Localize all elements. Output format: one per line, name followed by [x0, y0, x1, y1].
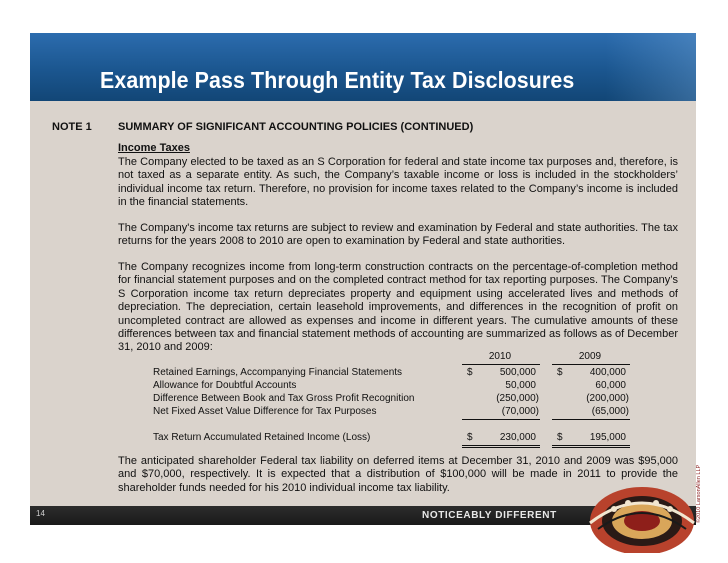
table-total-2009: 195,000 [589, 432, 626, 443]
table-total-2010: 230,000 [499, 432, 536, 443]
currency-symbol: $ [557, 432, 563, 443]
table-value-2010: 50,000 [505, 380, 536, 391]
table-value-2009: (200,000) [586, 393, 629, 404]
slide [30, 33, 702, 525]
note-label: NOTE 1 [52, 121, 92, 133]
header-rule-2010 [462, 364, 540, 365]
subtotal-rule-2010 [462, 419, 540, 420]
table-row-label: Difference Between Book and Tax Gross Profit Recognition [153, 393, 415, 404]
copyright-notice: ©2010 LarsonAllen LLP [696, 464, 702, 523]
currency-symbol: $ [557, 367, 563, 378]
header-rule-2009 [552, 364, 630, 365]
column-header-2009: 2009 [578, 351, 602, 362]
paragraph-examination: The Company's income tax returns are subject to review and examination by Federal and state authorities. The tax returns for the years 2008 to 2010 are open to examination by Federal and state authorities. [118, 222, 678, 248]
table-row-label: Allowance for Doubtful Accounts [153, 380, 297, 391]
total-double-rule-2009 [552, 445, 630, 448]
title-band-shine [606, 33, 696, 101]
column-header-2010: 2010 [488, 351, 512, 362]
table-value-2009: 60,000 [595, 380, 626, 391]
total-double-rule-2010 [462, 445, 540, 448]
currency-symbol: $ [467, 367, 473, 378]
section-subheading: Income Taxes [118, 142, 190, 154]
page-number: 14 [36, 509, 45, 518]
decorative-art-icon [570, 463, 700, 553]
table-value-2010: (70,000) [501, 406, 539, 417]
currency-symbol: $ [467, 432, 473, 443]
slide-title: Example Pass Through Entity Tax Disclosures [100, 67, 575, 93]
table-total-label: Tax Return Accumulated Retained Income (Loss) [153, 432, 371, 443]
table-value-2009: (65,000) [591, 406, 629, 417]
table-row-label: Retained Earnings, Accompanying Financial Statements [153, 367, 403, 378]
footer-tagline: NOTICEABLY DIFFERENT [422, 510, 557, 521]
table-value-2010: 500,000 [499, 367, 536, 378]
paragraph-shareholder-liability: The anticipated shareholder Federal tax liability on deferred items at December 31, 2010 and 2009 was $95,000 and $70,000, respectively. It is expected that a distribution of $100,000 will be made in 2011 to provide the shareholder funds needed for his 2010 individual income tax liability. [118, 455, 678, 494]
paragraph-differences: The Company recognizes income from long-term construction contracts on the percentage-of-completion method for financial statement purposes and on the completed contract method for tax reporting purposes. The Company’s S Corporation income tax return depreciates property and equipment using accelerated lives and methods of depreciation. The depreciation, certain leasehold improvements, and differences in the recognition of profit on uncompleted contract are allowed as expenses and income in different years. The cumulative amounts of these differences between tax and financial statement methods of accounting are summarized as follows as of December 31, 2010 and 2009: [118, 261, 678, 354]
paragraph-s-corporation: The Company elected to be taxed as an S Corporation for federal and state income tax purposes and, therefore, is not taxed as a separate entity. As such, the Company’s taxable income or loss is included in the stockholders’ individual income tax return. Therefore, no provision for income taxes related to the Company’s income is included in the financial statements. [118, 156, 678, 209]
table-row-label: Net Fixed Asset Value Difference for Tax Purposes [153, 406, 377, 417]
title-band [30, 33, 696, 101]
table-value-2009: 400,000 [589, 367, 626, 378]
subtotal-rule-2009 [552, 419, 630, 420]
note-heading: SUMMARY OF SIGNIFICANT ACCOUNTING POLICIES (CONTINUED) [118, 121, 474, 133]
table-value-2010: (250,000) [496, 393, 539, 404]
